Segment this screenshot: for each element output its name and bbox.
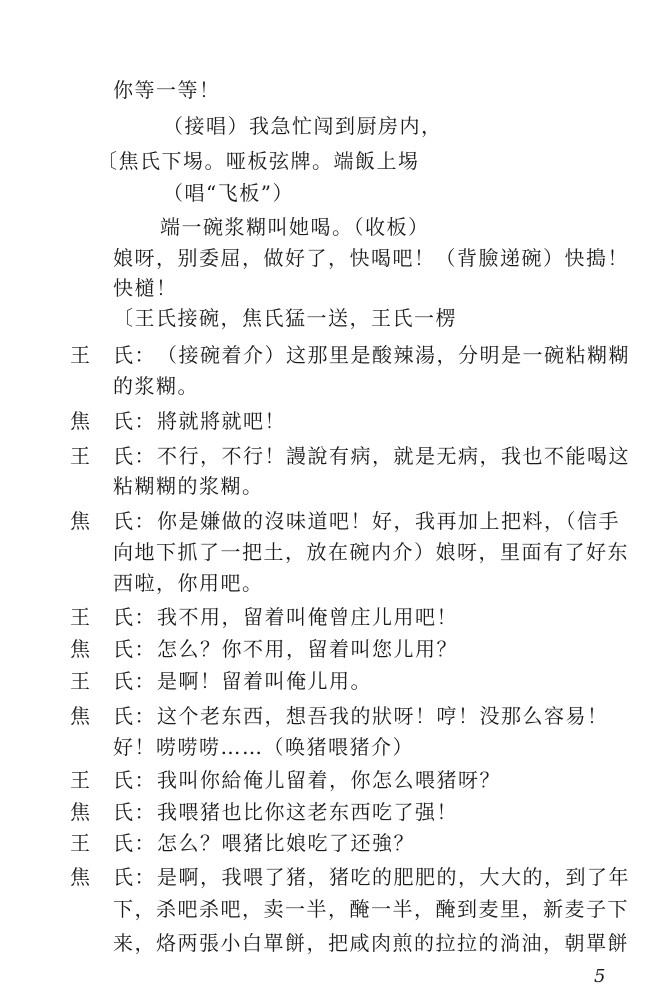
- dialogue-line: 怎么？喂猪比娘吃了还強？: [157, 831, 415, 855]
- dialogue-line: （接碗着介）这那里是酸辣湯，分明是一碗粘糊糊: [157, 343, 630, 367]
- text-line: 〔王氏接碗，焦氏猛一送，王氏一楞: [113, 306, 457, 330]
- dialogue-line: 你是嫌做的沒味道吧！好，我再加上把料，（信手: [157, 509, 620, 533]
- speaker-suffix: 氏：: [113, 800, 156, 824]
- speaker-suffix: 氏：: [113, 704, 156, 728]
- dialogue-line: 將就將就吧！: [157, 409, 286, 433]
- text-line: 好！唠唠唠……（唤猪喂猪介）: [113, 735, 414, 759]
- speaker-name: 焦: [70, 800, 90, 824]
- speaker-name: 王: [70, 669, 90, 693]
- speaker-name: 焦: [70, 865, 90, 889]
- text-line: 你等一等！: [113, 78, 221, 102]
- text-line: （唱“飞板”）: [163, 181, 294, 205]
- speaker-name: 王: [70, 444, 90, 468]
- speaker-suffix: 氏：: [113, 409, 156, 433]
- text-line: （接唱）我急忙闯到厨房内，: [163, 114, 443, 138]
- speaker-suffix: 氏：: [113, 768, 156, 792]
- dialogue-line: 我不用，留着叫俺曾庄儿用吧！: [157, 605, 458, 629]
- speaker-name: 焦: [70, 409, 90, 433]
- speaker-name: 王: [70, 343, 90, 367]
- text-line: 的浆糊。: [113, 374, 199, 398]
- text-line: 端一碗浆糊叫她喝。（收板）: [160, 215, 430, 239]
- dialogue-line: 是啊！留着叫俺儿用。: [157, 669, 372, 693]
- text-line: 来，烙两張小白單餅，把咸肉煎的拉拉的淌油，朝單餅: [113, 931, 629, 955]
- speaker-name: 焦: [70, 704, 90, 728]
- speaker-suffix: 氏：: [113, 444, 156, 468]
- speaker-name: 焦: [70, 509, 90, 533]
- dialogue-line: 怎么？你不用，留着叫您儿用？: [157, 637, 458, 661]
- speaker-suffix: 氏：: [113, 605, 156, 629]
- speaker-suffix: 氏：: [113, 637, 156, 661]
- text-line: 向地下抓了一把土，放在碗内介）娘呀，里面有了好东: [113, 540, 629, 564]
- dialogue-line: 我喂猪也比你这老东西吃了强！: [157, 800, 458, 824]
- speaker-name: 焦: [70, 637, 90, 661]
- dialogue-line: 不行，不行！謾說有病，就是无病，我也不能喝这: [157, 444, 630, 468]
- text-line: 粘糊糊的浆糊。: [113, 474, 264, 498]
- text-line: 娘呀，别委屈，做好了，快喝吧！（背臉递碗）快搗！: [113, 246, 629, 270]
- text-line: 西啦，你用吧。: [113, 571, 264, 595]
- speaker-suffix: 氏：: [113, 343, 156, 367]
- speaker-suffix: 氏：: [113, 865, 156, 889]
- dialogue-line: 这个老东西，想吾我的狀呀！哼！没那么容易！: [157, 704, 609, 728]
- text-line: 〔焦氏下埸。哑板弦牌。端飯上埸: [97, 149, 420, 173]
- speaker-suffix: 氏：: [113, 509, 156, 533]
- speaker-name: 王: [70, 831, 90, 855]
- dialogue-line: 是啊，我喂了猪，猪吃的肥肥的，大大的，到了年: [157, 865, 630, 889]
- speaker-suffix: 氏：: [113, 669, 156, 693]
- speaker-name: 王: [70, 605, 90, 629]
- speaker-name: 王: [70, 768, 90, 792]
- dialogue-line: 我叫你給俺儿留着，你怎么喂猪呀？: [157, 768, 501, 792]
- text-line: 快檤！: [113, 276, 178, 300]
- text-line: 下，杀吧杀吧，卖一半，醃一半，醃到麦里，新麦子下: [113, 897, 629, 921]
- speaker-suffix: 氏：: [113, 831, 156, 855]
- page-number: 5: [594, 966, 606, 987]
